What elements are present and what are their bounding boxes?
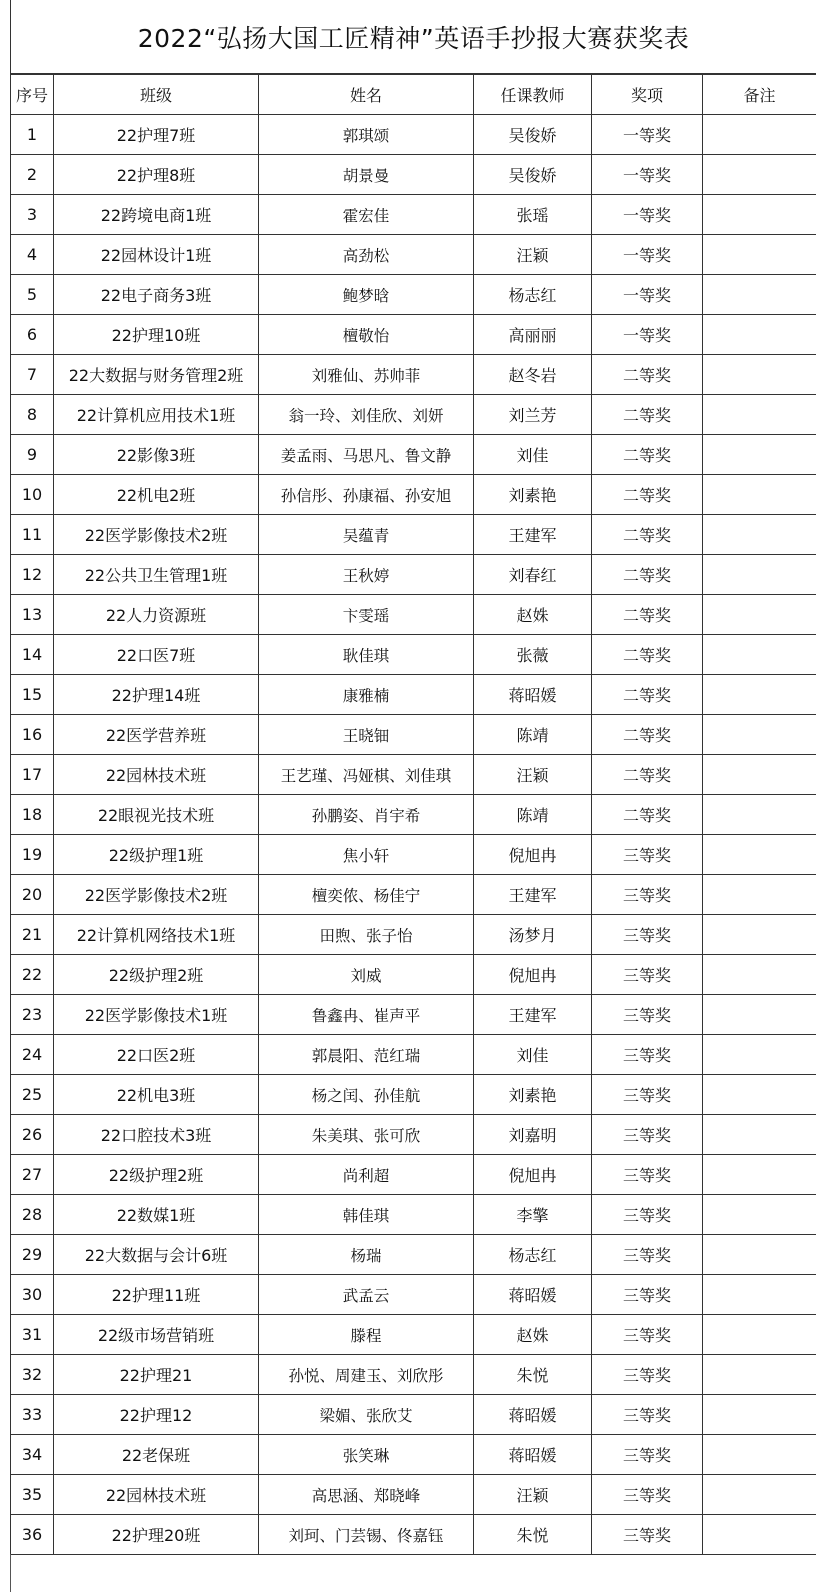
cell-name: 刘珂、门芸锡、佟嘉钰: [259, 1515, 474, 1555]
header-class: 班级: [54, 75, 259, 115]
header-award: 奖项: [592, 75, 703, 115]
cell-class: 22护理7班: [54, 115, 259, 155]
cell-name: 鲍梦晗: [259, 275, 474, 315]
cell-teacher: 王建军: [474, 995, 592, 1035]
cell-class: 22护理21: [54, 1355, 259, 1395]
table-row: [11, 315, 816, 355]
table-row: [11, 1475, 816, 1515]
cell-award: 一等奖: [592, 275, 703, 315]
cell-name: 王秋婷: [259, 555, 474, 595]
cell-class: 22护理8班: [54, 155, 259, 195]
cell-no: 19: [11, 835, 54, 875]
cell-class: 22级市场营销班: [54, 1315, 259, 1355]
cell-award: 三等奖: [592, 1515, 703, 1555]
cell-name: 鲁鑫冉、崔声平: [259, 995, 474, 1035]
cell-teacher: 王建军: [474, 515, 592, 555]
table-row: [11, 1155, 816, 1195]
table-row: [11, 475, 816, 515]
cell-class: 22机电2班: [54, 475, 259, 515]
cell-name: 杨瑞: [259, 1235, 474, 1275]
cell-class: 22护理11班: [54, 1275, 259, 1315]
table-row: [11, 115, 816, 155]
cell-class: 22医学影像技术2班: [54, 875, 259, 915]
cell-note: [703, 675, 816, 715]
table-row: [11, 1355, 816, 1395]
cell-award: 三等奖: [592, 1355, 703, 1395]
cell-award: 一等奖: [592, 155, 703, 195]
cell-award: 三等奖: [592, 1315, 703, 1355]
cell-award: 三等奖: [592, 1475, 703, 1515]
cell-class: 22护理10班: [54, 315, 259, 355]
cell-award: 三等奖: [592, 1395, 703, 1435]
cell-name: 孙信彤、孙康福、孙安旭: [259, 475, 474, 515]
cell-class: 22跨境电商1班: [54, 195, 259, 235]
cell-no: 30: [11, 1275, 54, 1315]
table-row: [11, 1275, 816, 1315]
cell-no: 20: [11, 875, 54, 915]
table-row: [11, 395, 816, 435]
cell-note: [703, 475, 816, 515]
cell-teacher: 刘佳: [474, 435, 592, 475]
table-row: [11, 755, 816, 795]
cell-class: 22大数据与财务管理2班: [54, 355, 259, 395]
cell-name: 田煦、张子怡: [259, 915, 474, 955]
cell-teacher: 倪旭冉: [474, 1155, 592, 1195]
header-teacher: 任课教师: [474, 75, 592, 115]
header-note: 备注: [703, 75, 816, 115]
cell-no: 23: [11, 995, 54, 1035]
cell-no: 6: [11, 315, 54, 355]
cell-note: [703, 355, 816, 395]
cell-no: 5: [11, 275, 54, 315]
cell-award: 一等奖: [592, 235, 703, 275]
cell-name: 王晓钿: [259, 715, 474, 755]
cell-name: 朱美琪、张可欣: [259, 1115, 474, 1155]
cell-note: [703, 1515, 816, 1555]
cell-teacher: 倪旭冉: [474, 955, 592, 995]
cell-no: 16: [11, 715, 54, 755]
cell-no: 18: [11, 795, 54, 835]
cell-no: 34: [11, 1435, 54, 1475]
cell-class: 22电子商务3班: [54, 275, 259, 315]
table-row: [11, 155, 816, 195]
cell-name: 刘雅仙、苏帅菲: [259, 355, 474, 395]
cell-award: 二等奖: [592, 595, 703, 635]
cell-award: 三等奖: [592, 875, 703, 915]
cell-name: 孙鹏姿、肖宇希: [259, 795, 474, 835]
cell-note: [703, 875, 816, 915]
table-row: [11, 835, 816, 875]
cell-teacher: 吴俊娇: [474, 155, 592, 195]
cell-name: 武孟云: [259, 1275, 474, 1315]
cell-note: [703, 235, 816, 275]
cell-note: [703, 195, 816, 235]
cell-no: 33: [11, 1395, 54, 1435]
cell-teacher: 张薇: [474, 635, 592, 675]
cell-class: 22园林设计1班: [54, 235, 259, 275]
cell-class: 22口腔技术3班: [54, 1115, 259, 1155]
cell-class: 22护理12: [54, 1395, 259, 1435]
cell-teacher: 陈靖: [474, 715, 592, 755]
cell-award: 一等奖: [592, 115, 703, 155]
cell-no: 24: [11, 1035, 54, 1075]
cell-name: 康雅楠: [259, 675, 474, 715]
cell-no: 8: [11, 395, 54, 435]
cell-note: [703, 755, 816, 795]
cell-class: 22级护理2班: [54, 1155, 259, 1195]
cell-award: 一等奖: [592, 195, 703, 235]
table-row: [11, 715, 816, 755]
cell-teacher: 朱悦: [474, 1355, 592, 1395]
cell-award: 二等奖: [592, 515, 703, 555]
cell-award: 三等奖: [592, 915, 703, 955]
cell-note: [703, 635, 816, 675]
cell-name: 焦小轩: [259, 835, 474, 875]
cell-name: 孙悦、周建玉、刘欣彤: [259, 1355, 474, 1395]
cell-class: 22级护理2班: [54, 955, 259, 995]
cell-note: [703, 275, 816, 315]
cell-note: [703, 315, 816, 355]
cell-note: [703, 1355, 816, 1395]
cell-no: 28: [11, 1195, 54, 1235]
cell-name: 霍宏佳: [259, 195, 474, 235]
table-row: [11, 995, 816, 1035]
cell-note: [703, 1235, 816, 1275]
cell-no: 29: [11, 1235, 54, 1275]
cell-teacher: 蒋昭媛: [474, 1435, 592, 1475]
cell-no: 13: [11, 595, 54, 635]
cell-teacher: 刘素艳: [474, 1075, 592, 1115]
cell-note: [703, 1435, 816, 1475]
cell-no: 32: [11, 1355, 54, 1395]
cell-note: [703, 995, 816, 1035]
cell-teacher: 吴俊娇: [474, 115, 592, 155]
cell-note: [703, 1195, 816, 1235]
table-row: [11, 275, 816, 315]
cell-no: 4: [11, 235, 54, 275]
sheet-bottom-area: [10, 1554, 816, 1592]
table-row: [11, 1195, 816, 1235]
cell-teacher: 赵姝: [474, 1315, 592, 1355]
cell-class: 22医学影像技术2班: [54, 515, 259, 555]
table-row: [11, 1395, 816, 1435]
cell-teacher: 杨志红: [474, 275, 592, 315]
cell-note: [703, 395, 816, 435]
table-row: [11, 1075, 816, 1115]
cell-note: [703, 1275, 816, 1315]
cell-note: [703, 1035, 816, 1075]
cell-teacher: 刘春红: [474, 555, 592, 595]
table-row: [11, 1315, 816, 1355]
cell-teacher: 蒋昭媛: [474, 675, 592, 715]
cell-note: [703, 795, 816, 835]
table-row: [11, 435, 816, 475]
cell-award: 三等奖: [592, 995, 703, 1035]
cell-teacher: 刘兰芳: [474, 395, 592, 435]
cell-no: 9: [11, 435, 54, 475]
cell-teacher: 陈靖: [474, 795, 592, 835]
cell-note: [703, 155, 816, 195]
cell-no: 12: [11, 555, 54, 595]
cell-name: 王艺瑾、冯娅棋、刘佳琪: [259, 755, 474, 795]
cell-name: 吴蕴青: [259, 515, 474, 555]
table-row: [11, 355, 816, 395]
cell-name: 耿佳琪: [259, 635, 474, 675]
cell-award: 三等奖: [592, 1195, 703, 1235]
cell-note: [703, 435, 816, 475]
cell-class: 22计算机网络技术1班: [54, 915, 259, 955]
cell-class: 22眼视光技术班: [54, 795, 259, 835]
cell-class: 22级护理1班: [54, 835, 259, 875]
cell-name: 姜孟雨、马思凡、鲁文静: [259, 435, 474, 475]
cell-award: 二等奖: [592, 435, 703, 475]
cell-note: [703, 1315, 816, 1355]
table-body: [11, 115, 816, 1555]
cell-award: 三等奖: [592, 1155, 703, 1195]
cell-name: 杨之闰、孙佳航: [259, 1075, 474, 1115]
cell-teacher: 汤梦月: [474, 915, 592, 955]
cell-teacher: 汪颖: [474, 1475, 592, 1515]
cell-teacher: 蒋昭媛: [474, 1275, 592, 1315]
cell-note: [703, 1155, 816, 1195]
award-sheet: [10, 0, 816, 1592]
cell-class: 22老保班: [54, 1435, 259, 1475]
cell-class: 22公共卫生管理1班: [54, 555, 259, 595]
cell-no: 10: [11, 475, 54, 515]
cell-no: 31: [11, 1315, 54, 1355]
cell-teacher: 刘嘉明: [474, 1115, 592, 1155]
cell-teacher: 王建军: [474, 875, 592, 915]
cell-note: [703, 955, 816, 995]
header-no: 序号: [11, 75, 54, 115]
table-row: [11, 515, 816, 555]
cell-no: 14: [11, 635, 54, 675]
cell-name: 檀奕侬、杨佳宁: [259, 875, 474, 915]
cell-name: 韩佳琪: [259, 1195, 474, 1235]
cell-class: 22大数据与会计6班: [54, 1235, 259, 1275]
cell-teacher: 刘佳: [474, 1035, 592, 1075]
cell-note: [703, 835, 816, 875]
table-row: [11, 1515, 816, 1555]
cell-teacher: 杨志红: [474, 1235, 592, 1275]
cell-no: 1: [11, 115, 54, 155]
cell-class: 22数媒1班: [54, 1195, 259, 1235]
cell-award: 二等奖: [592, 395, 703, 435]
table-row: [11, 915, 816, 955]
cell-class: 22园林技术班: [54, 1475, 259, 1515]
cell-no: 35: [11, 1475, 54, 1515]
header-row: [11, 75, 816, 115]
cell-no: 25: [11, 1075, 54, 1115]
cell-class: 22口医2班: [54, 1035, 259, 1075]
cell-no: 21: [11, 915, 54, 955]
cell-note: [703, 1475, 816, 1515]
cell-no: 15: [11, 675, 54, 715]
cell-name: 滕程: [259, 1315, 474, 1355]
table-row: [11, 235, 816, 275]
table-row: [11, 635, 816, 675]
cell-note: [703, 915, 816, 955]
cell-class: 22口医7班: [54, 635, 259, 675]
cell-note: [703, 595, 816, 635]
cell-teacher: 汪颖: [474, 755, 592, 795]
cell-teacher: 赵姝: [474, 595, 592, 635]
cell-award: 三等奖: [592, 1075, 703, 1115]
table-row: [11, 1115, 816, 1155]
cell-award: 三等奖: [592, 1115, 703, 1155]
table-row: [11, 555, 816, 595]
cell-award: 三等奖: [592, 1035, 703, 1075]
cell-no: 27: [11, 1155, 54, 1195]
cell-teacher: 刘素艳: [474, 475, 592, 515]
cell-award: 三等奖: [592, 1435, 703, 1475]
cell-name: 胡景曼: [259, 155, 474, 195]
cell-award: 三等奖: [592, 955, 703, 995]
table-row: [11, 1435, 816, 1475]
awards-table: [10, 74, 816, 1555]
cell-award: 二等奖: [592, 755, 703, 795]
cell-name: 郭琪颂: [259, 115, 474, 155]
cell-note: [703, 1115, 816, 1155]
cell-award: 二等奖: [592, 675, 703, 715]
cell-teacher: 高丽丽: [474, 315, 592, 355]
table-row: [11, 595, 816, 635]
cell-name: 高劲松: [259, 235, 474, 275]
cell-no: 22: [11, 955, 54, 995]
table-row: [11, 795, 816, 835]
cell-note: [703, 115, 816, 155]
cell-name: 檀敬怡: [259, 315, 474, 355]
cell-name: 刘威: [259, 955, 474, 995]
cell-class: 22护理20班: [54, 1515, 259, 1555]
cell-class: 22园林技术班: [54, 755, 259, 795]
header-name: 姓名: [259, 75, 474, 115]
cell-teacher: 张瑶: [474, 195, 592, 235]
cell-name: 尚利超: [259, 1155, 474, 1195]
cell-award: 二等奖: [592, 355, 703, 395]
cell-teacher: 赵冬岩: [474, 355, 592, 395]
cell-name: 高思涵、郑晓峰: [259, 1475, 474, 1515]
cell-class: 22护理14班: [54, 675, 259, 715]
cell-award: 二等奖: [592, 795, 703, 835]
cell-note: [703, 515, 816, 555]
table-row: [11, 1035, 816, 1075]
cell-award: 三等奖: [592, 1275, 703, 1315]
cell-award: 三等奖: [592, 1235, 703, 1275]
cell-no: 3: [11, 195, 54, 235]
cell-class: 22医学影像技术1班: [54, 995, 259, 1035]
cell-award: 三等奖: [592, 835, 703, 875]
cell-name: 翁一玲、刘佳欣、刘妍: [259, 395, 474, 435]
cell-teacher: 朱悦: [474, 1515, 592, 1555]
cell-note: [703, 1075, 816, 1115]
cell-note: [703, 555, 816, 595]
cell-class: 22机电3班: [54, 1075, 259, 1115]
cell-class: 22影像3班: [54, 435, 259, 475]
cell-class: 22人力资源班: [54, 595, 259, 635]
cell-teacher: 李擎: [474, 1195, 592, 1235]
cell-no: 17: [11, 755, 54, 795]
cell-no: 11: [11, 515, 54, 555]
cell-name: 张笑琳: [259, 1435, 474, 1475]
cell-note: [703, 715, 816, 755]
cell-no: 7: [11, 355, 54, 395]
table-row: [11, 195, 816, 235]
cell-teacher: 倪旭冉: [474, 835, 592, 875]
cell-award: 二等奖: [592, 715, 703, 755]
cell-class: 22医学营养班: [54, 715, 259, 755]
cell-award: 二等奖: [592, 635, 703, 675]
cell-name: 郭晨阳、范红瑞: [259, 1035, 474, 1075]
page-title: 2022“弘扬大国工匠精神”英语手抄报大赛获奖表: [10, 0, 816, 74]
cell-award: 一等奖: [592, 315, 703, 355]
cell-name: 卞雯瑶: [259, 595, 474, 635]
cell-name: 梁媚、张欣艾: [259, 1395, 474, 1435]
cell-class: 22计算机应用技术1班: [54, 395, 259, 435]
table-row: [11, 875, 816, 915]
cell-award: 二等奖: [592, 475, 703, 515]
table-row: [11, 1235, 816, 1275]
cell-teacher: 汪颖: [474, 235, 592, 275]
cell-no: 2: [11, 155, 54, 195]
cell-no: 36: [11, 1515, 54, 1555]
cell-award: 二等奖: [592, 555, 703, 595]
table-row: [11, 955, 816, 995]
cell-no: 26: [11, 1115, 54, 1155]
cell-teacher: 蒋昭媛: [474, 1395, 592, 1435]
cell-note: [703, 1395, 816, 1435]
table-row: [11, 675, 816, 715]
